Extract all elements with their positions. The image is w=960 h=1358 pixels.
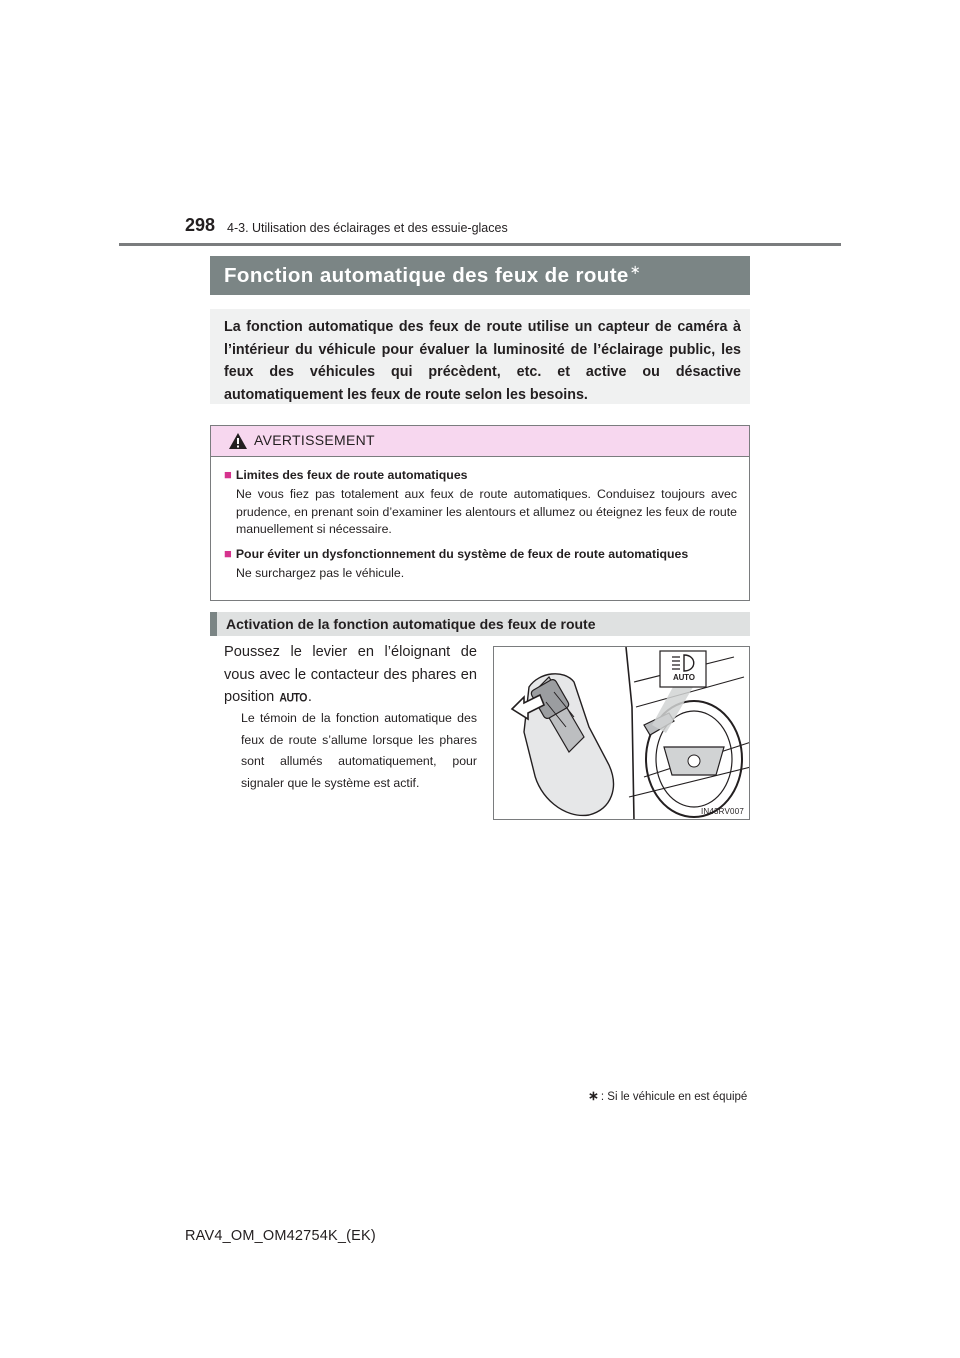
warning-item-heading-text: Limites des feux de route automatiques — [235, 468, 468, 482]
warning-header — [211, 426, 749, 457]
section-title-text: Fonction automatique des feux de route — [224, 264, 629, 287]
footnote — [588, 1088, 747, 1104]
page-number: 298 — [185, 215, 216, 235]
square-bullet-icon: ■ — [224, 545, 232, 561]
warning-title: AVERTISSEMENT — [254, 432, 375, 448]
warning-triangle-icon — [228, 432, 248, 450]
document-code: RAV4_OM_OM42754K_(EK) — [185, 1228, 376, 1244]
square-bullet-icon: ■ — [224, 467, 232, 482]
step-text-after: . — [307, 689, 312, 705]
warning-box — [210, 425, 750, 601]
equipment-asterisk: ∗ — [629, 262, 642, 277]
warning-body — [211, 457, 749, 582]
warning-item-heading — [224, 545, 737, 563]
warning-item-heading — [224, 466, 737, 484]
breadcrumb: 4-3. Utilisation des éclairages et des essuie-glaces — [227, 221, 508, 235]
asterisk-icon: ∗ — [588, 1088, 599, 1103]
subsection-heading: Activation de la fonction automatique des feux de route — [210, 612, 750, 636]
step-text-before: Poussez le levier en l’éloignant de vous avec le contacteur des phares en position — [224, 644, 477, 705]
header-divider — [119, 243, 841, 246]
step-note: Le témoin de la fonction automatique des feux de route s’allume lorsque les phares sont allumés automatiquement, pour signaler que le système est actif. — [241, 711, 477, 790]
intro-paragraph: La fonction automatique des feux de route utilise un capteur de caméra à l’intérieur du véhicule pour évaluer la luminosité de l’éclairage public, les feux des véhicules qui précèdent, etc. et active ou désactive automatiquement les feux de route selon les besoins. — [210, 309, 750, 404]
illustration — [493, 646, 750, 820]
warning-item-text: Ne vous fiez pas totalement aux feux de route automatiques. Conduisez toujours avec prudence, en prenant soin d’examiner les alentours et allumez ou éteignez les feux de route manuellement si nécessaire. — [236, 487, 737, 536]
footnote-text: : Si le véhicule en est équipé — [600, 1091, 748, 1103]
lever-illustration-drawing — [494, 647, 750, 820]
auto-position-icon: AUTO — [279, 691, 307, 705]
indicator-auto-text: AUTO — [673, 673, 695, 682]
figure-label: IN43RV007 — [700, 807, 744, 816]
step-instruction — [224, 641, 477, 710]
warning-item-heading-text: Pour éviter un dysfonctionnement du système de feux de route automatiques — [235, 546, 689, 561]
warning-item-text: Ne surchargez pas le véhicule. — [236, 565, 405, 580]
section-title — [210, 256, 750, 295]
